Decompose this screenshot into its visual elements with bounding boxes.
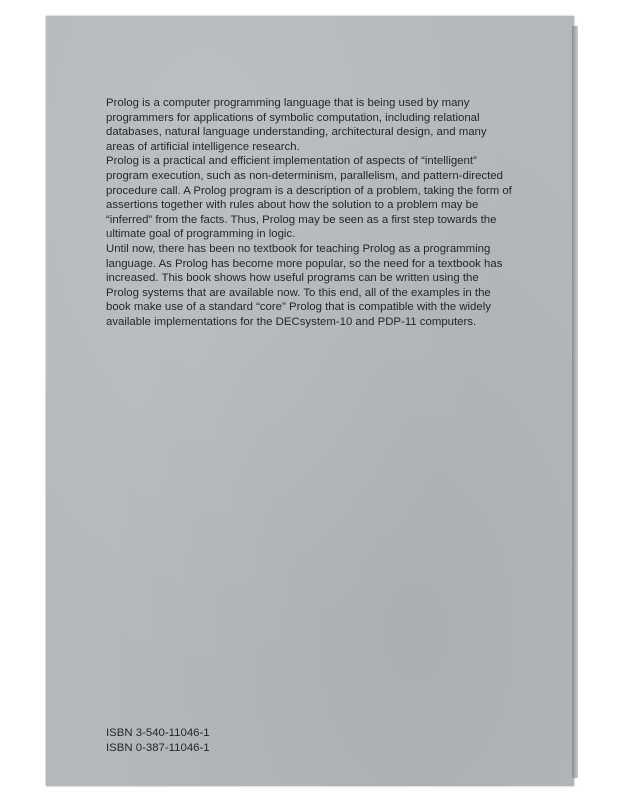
- cover-blurb: [106, 96, 514, 330]
- blurb-paragraph-2: Prolog is a practical and efficient implementation of aspects of “intelligent” program execution, such as non-determinism, parallelism, and pattern-directed procedure call. A Prolog program is a description of a problem, taking the form of assertions together with rules about how the solution to a problem may be “inferred” from the facts. Thus, Prolog may be seen as a first step towards the ultimate goal of programming in logic.: [106, 155, 512, 241]
- isbn-line-1: ISBN 3-540-11046-1: [106, 727, 210, 739]
- back-cover: [46, 16, 574, 786]
- isbn-line-2: ISBN 0-387-11046-1: [106, 742, 210, 754]
- blurb-paragraph-1: Prolog is a computer programming language that is being used by many programmers for applications of symbolic computation, including relational databases, natural language understanding, architectural design, and many areas of artificial intelligence research.: [106, 97, 487, 153]
- spine-edge: [572, 26, 578, 778]
- blurb-paragraph-3: Until now, there has been no textbook for teaching Prolog as a programming language. As Prolog has become more popular, so the need for a textbook has increased. This book shows how useful programs can be written using the Prolog systems that are available now. To this end, all of the examples in the book make use of a standard “core” Prolog that is compatible with the widely available implementations for the DECsystem-10 and PDP-11 computers.: [106, 242, 503, 328]
- isbn-block: [106, 726, 210, 756]
